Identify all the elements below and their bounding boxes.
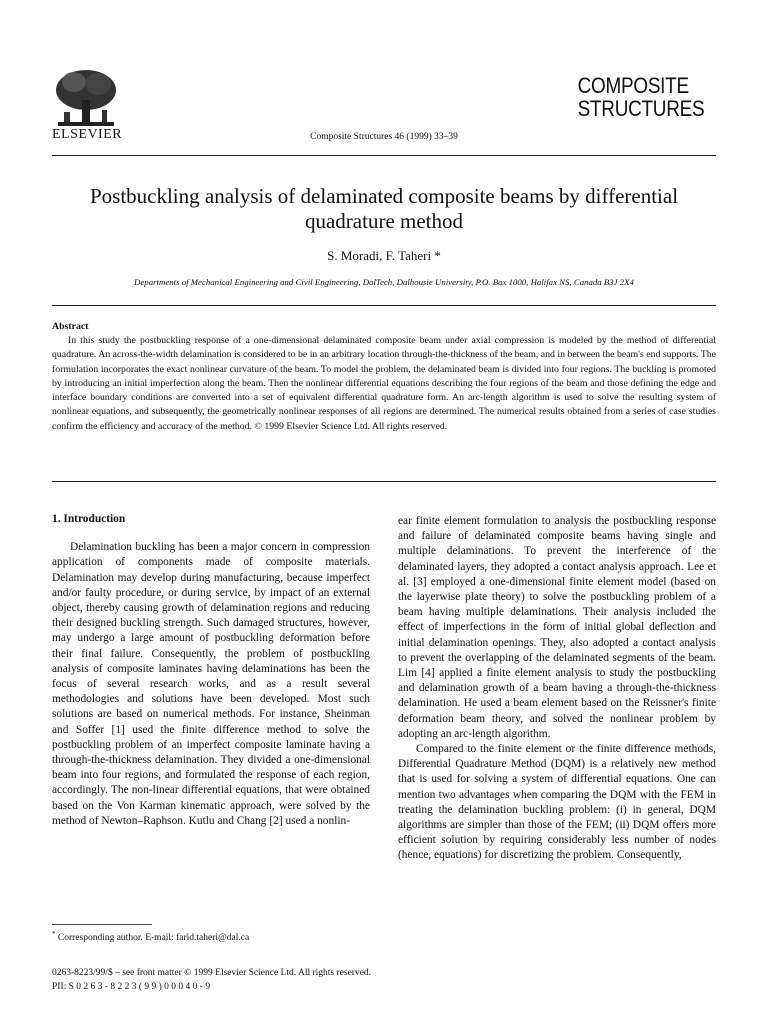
- body-column-right: [398, 514, 716, 864]
- corresponding-author-footnote: [52, 930, 249, 943]
- pii-line: PII: S 0 2 6 3 - 8 2 2 3 ( 9 9 ) 0 0 0 4 0 - 9: [52, 982, 211, 992]
- body-column-left: [52, 512, 370, 829]
- abstract-text: In this study the postbuckling response of a one-dimensional delaminated composite beam under axial compression is modeled by the method of differential quadrature. An across-the-width delamination is considered to be in an arbitrary location through-the-thickness of the beam, and in between the beam's end supports. The formulation incorporates the exact nonlinear curvature of the beam. To model the problem, the delaminated beam is divided into four regions. The buckling is promoted by introducing an initial imperfection along the beam. Then the nonlinear differential equations describing the four regions of the beam and those defining the edge and interface boundary conditions are converted into a set of equivalent differential quadrature form. An arc-length algorithm is used to solve the resulting system of nonlinear equations, and subsequently, the geometrically nonlinear responses of all regions are determined. The numerical results obtained from a series of case studies confirm the efficiency and accuracy of the method. © 1999 Elsevier Science Ltd. All rights reserved.: [52, 335, 716, 432]
- copyright-line: 0263-8223/99/$ – see front matter © 1999 Elsevier Science Ltd. All rights reserved.: [52, 968, 372, 978]
- footnote-rule: [52, 924, 152, 925]
- front-matter: [52, 966, 371, 994]
- paragraph: Compared to the finite element or the finite difference methods, Differential Quadrature Method (DQM) is a relatively new method that is used for solving a system of differential equations. One can mention two advantages when comparing the DQM with the FEM in treating the delamination buckling problem: (i) in general, DQM algorithms are simpler than those of the FEM; (ii) DQM offers more efficient solution by requiring considerably less number of nodes (hence, equations) for discretizing the problem. Consequently,: [398, 743, 716, 862]
- journal-name-line1: COMPOSITE: [577, 73, 689, 98]
- paragraph: Delamination buckling has been a major concern in compression application of components made of composite materials. Delamination may develop during manufacturing, because imperfect and/or faulty procedure, or during service, by impact of an external object, thereby causing growth of delamination regions and reducing their designed buckling strength. Such damaged structures, however, may undergo a large amount of postbuckling deformation before their final failure. Consequently, the problem of postbuckling analysis of composite laminates having delaminations has been the focus of several research works, and as a result several methodologies and solutions have been developed. Most such solutions are based on numerical methods. For instance, Sheinman and Soffer [1] used the finite difference method to solve the postbuckling problem of an imperfect composite laminate having a through-the-thickness delamination. They divided a one-dimensional beam into four regions, and formulated the response of each region, accordingly. The non-linear differential equations, that were obtained based on the Von Karman kinematic approach, were solved by the method of Newton–Raphson. Kutlu and Chang [2] used a nonlin-: [52, 541, 370, 827]
- article-authors: S. Moradi, F. Taheri *: [327, 248, 441, 263]
- abstract-heading: Abstract: [52, 321, 89, 332]
- section-heading: 1. Introduction: [52, 513, 126, 525]
- abstract-top-rule: [52, 305, 716, 306]
- footnote-text: Corresponding author. E-mail: farid.taheri@dal.ca: [57, 933, 250, 944]
- elsevier-tree-logo: [52, 66, 120, 130]
- journal-name: [577, 74, 704, 120]
- journal-name-line2: STRUCTURES: [577, 96, 704, 121]
- journal-citation: Composite Structures 46 (1999) 33–39: [310, 132, 458, 142]
- article-title: Postbuckling analysis of delaminated composite beams by differential quadrature method: [89, 184, 679, 233]
- abstract-bottom-rule: [52, 481, 716, 482]
- paragraph: ear finite element formulation to analysis the postbuckling response and failure of delaminated composite beams having single and multiple delaminations. To prevent the interference of the delaminated layers, they adopted a contact analysis approach. Lee et al. [3] employed a one-dimensional finite element model (based on the layerwise plate theory) to solve the postbuckling problem of a beam having multiple delaminations. Their analysis included the effect of imperfections in the form of initial global deflection and initial delamination openings. They, also adopted a contact analysis to prevent the overlapping of the delaminated segments of the beam. Lim [4] applied a finite element analysis to study the postbuckling and delamination growth of a beam having a through-the-thickness delamination. He used a beam element based on the Reissner's finite deformation beam theory, and solved the nonlinear problem by adopting an arc-length algorithm.: [398, 515, 716, 740]
- publisher-name: ELSEVIER: [52, 127, 123, 142]
- author-affiliation: Departments of Mechanical Engineering and Civil Engineering, DalTech, Dalhousie University, P.O. Box 1000, Halifax NS, Canada B3J 2X4: [134, 277, 634, 287]
- header-rule: [52, 155, 716, 156]
- footnote-marker: *: [52, 930, 56, 938]
